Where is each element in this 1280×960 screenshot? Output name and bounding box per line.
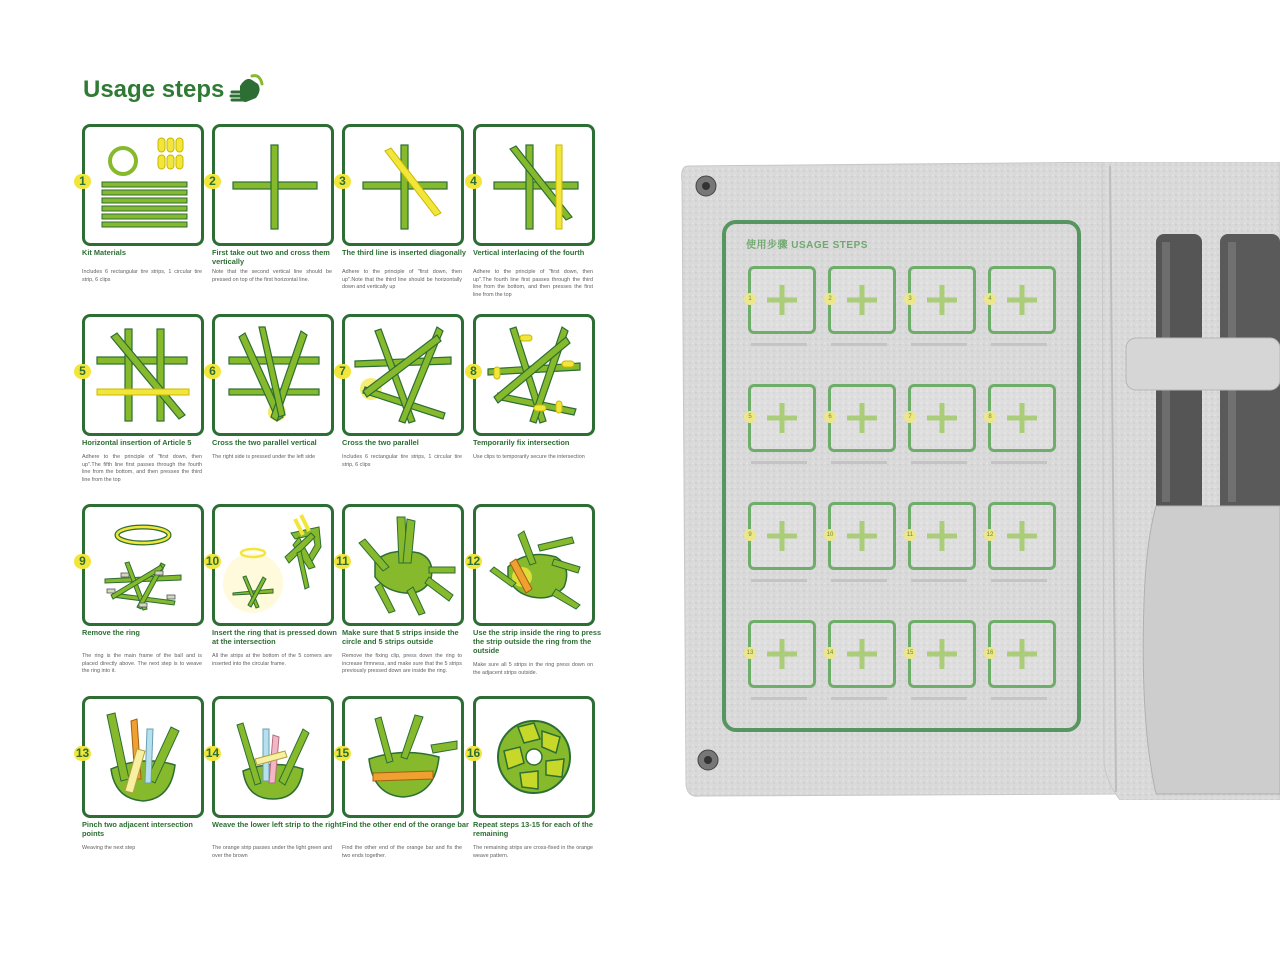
panel-step-number: 15 bbox=[904, 647, 916, 659]
panel-caption-line bbox=[991, 343, 1047, 346]
panel-caption-line bbox=[911, 461, 967, 464]
panel-step-number: 14 bbox=[824, 647, 836, 659]
step-number: 7 bbox=[334, 364, 351, 379]
panel-step-cell bbox=[908, 502, 976, 570]
panel-step-illustration bbox=[927, 403, 957, 433]
panel-step-illustration bbox=[927, 285, 957, 315]
panel-step-number: 7 bbox=[904, 411, 916, 423]
panel-step-cell bbox=[748, 266, 816, 334]
step-number: 2 bbox=[204, 174, 221, 189]
step-number: 6 bbox=[204, 364, 221, 379]
panel-step-cell bbox=[748, 502, 816, 570]
step-description: Adhere to the principle of "first down, then up".The fourth line first passes through the third line from the bottom, and then presses the first line from the top bbox=[473, 269, 593, 298]
step-title: Remove the ring bbox=[82, 628, 140, 637]
panel-step-cell bbox=[988, 266, 1056, 334]
panel-step-illustration bbox=[767, 285, 797, 315]
page-title: Usage steps bbox=[83, 76, 225, 103]
step-title: Kit Materials bbox=[82, 248, 126, 257]
panel-step-number: 3 bbox=[904, 293, 916, 305]
panel-step-cell bbox=[908, 266, 976, 334]
step-illustration bbox=[473, 696, 595, 818]
step-illustration bbox=[342, 504, 464, 626]
panel-step-cell bbox=[828, 620, 896, 688]
panel-caption-line bbox=[991, 579, 1047, 582]
panel-caption-line bbox=[991, 461, 1047, 464]
step-number: 5 bbox=[74, 364, 91, 379]
step-illustration bbox=[342, 696, 464, 818]
panel-step-number: 13 bbox=[744, 647, 756, 659]
step-description: Use clips to temporarily secure the intersection bbox=[473, 454, 585, 460]
panel-caption-line bbox=[751, 343, 807, 346]
step-illustration bbox=[82, 696, 204, 818]
panel-step-illustration bbox=[1007, 285, 1037, 315]
panel-caption-line bbox=[991, 697, 1047, 700]
step-number: 3 bbox=[334, 174, 351, 189]
step-number: 12 bbox=[466, 554, 481, 568]
step-description: Adhere to the principle of "first down, then up".Note that the third line should be horizontally down and vertically up bbox=[342, 269, 462, 290]
step-number: 15 bbox=[335, 746, 350, 760]
step-number: 8 bbox=[465, 364, 482, 379]
hands-icon bbox=[228, 72, 264, 106]
step-illustration bbox=[82, 314, 204, 436]
step-description: The orange strip passes under the light green and over the brown bbox=[212, 845, 332, 859]
step-illustration bbox=[212, 696, 334, 818]
panel-step-illustration bbox=[1007, 403, 1037, 433]
step-description: Adhere to the principle of "first down, then up".The fifth line first passes through the fourth line from the bottom, and then presses the third line from the top bbox=[82, 454, 202, 483]
step-title: Insert the ring that is pressed down at the intersection bbox=[212, 628, 337, 646]
panel-step-illustration bbox=[847, 403, 877, 433]
panel-step-cell bbox=[748, 620, 816, 688]
step-illustration bbox=[82, 504, 204, 626]
step-illustration bbox=[212, 504, 334, 626]
panel-caption-line bbox=[911, 579, 967, 582]
panel-steps-grid bbox=[744, 266, 1064, 726]
panel-step-number: 1 bbox=[744, 293, 756, 305]
step-illustration bbox=[212, 314, 334, 436]
panel-step-number: 16 bbox=[984, 647, 996, 659]
panel-step-illustration bbox=[1007, 639, 1037, 669]
product-felt-case bbox=[680, 162, 1280, 800]
step-description: Find the other end of the orange bar and fix the two ends together. bbox=[342, 845, 462, 859]
step-title: Vertical interlacing of the fourth bbox=[473, 248, 585, 257]
step-number: 1 bbox=[74, 174, 91, 189]
step-number: 9 bbox=[74, 554, 91, 569]
panel-caption-line bbox=[751, 697, 807, 700]
step-description: Make sure all 5 strips in the ring press down on the adjacent strips outside. bbox=[473, 662, 593, 676]
panel-step-illustration bbox=[847, 521, 877, 551]
panel-step-illustration bbox=[847, 285, 877, 315]
panel-step-number: 10 bbox=[824, 529, 836, 541]
step-title: Horizontal insertion of Article 5 bbox=[82, 438, 192, 447]
panel-caption-line bbox=[831, 579, 887, 582]
panel-step-cell bbox=[908, 620, 976, 688]
panel-caption-line bbox=[911, 697, 967, 700]
step-description: Note that the second vertical line should be pressed on top of the first horizontal line. bbox=[212, 269, 332, 283]
panel-step-illustration bbox=[1007, 521, 1037, 551]
step-illustration bbox=[473, 314, 595, 436]
panel-step-number: 11 bbox=[904, 529, 916, 541]
panel-step-number: 8 bbox=[984, 411, 996, 423]
step-number: 14 bbox=[205, 746, 220, 760]
panel-step-number: 6 bbox=[824, 411, 836, 423]
panel-step-cell bbox=[988, 502, 1056, 570]
panel-title: 使用步骤 USAGE STEPS bbox=[746, 240, 868, 251]
panel-step-cell bbox=[748, 384, 816, 452]
panel-step-number: 9 bbox=[744, 529, 756, 541]
panel-step-illustration bbox=[927, 521, 957, 551]
panel-step-cell bbox=[828, 384, 896, 452]
step-description: Weaving the next step bbox=[82, 845, 136, 851]
step-number: 11 bbox=[334, 554, 351, 569]
step-title: Make sure that 5 strips inside the circle and 5 strips outside bbox=[342, 628, 459, 646]
panel-step-cell bbox=[988, 384, 1056, 452]
step-description: All the strips at the bottom of the 5 corners are inserted into the circular frame. bbox=[212, 653, 332, 667]
step-description: The right side is pressed under the left side bbox=[212, 454, 316, 460]
step-title: Cross the two parallel vertical bbox=[212, 438, 317, 447]
step-description: Remove the fixing clip, press down the ring to increase firmness, and make sure that the 5 strips previously pressed down are inside the ring. bbox=[342, 653, 462, 674]
step-title: Cross the two parallel bbox=[342, 438, 419, 447]
step-number: 13 bbox=[75, 746, 90, 760]
step-title: Use the strip inside the ring to press the strip outside the ring from the outside bbox=[473, 628, 602, 655]
step-title: Weave the lower left strip to the right bbox=[212, 820, 342, 829]
step-description: Includes 6 rectangular tire strips, 1 circular tire strip, 6 clips bbox=[82, 269, 202, 283]
panel-step-number: 12 bbox=[984, 529, 996, 541]
step-title: The third line is inserted diagonally bbox=[342, 248, 467, 257]
step-illustration bbox=[342, 314, 464, 436]
step-illustration bbox=[473, 124, 595, 246]
step-illustration bbox=[212, 124, 334, 246]
panel-step-cell bbox=[828, 266, 896, 334]
step-description: Includes 6 rectangular tire strips, 1 circular tire strip, 6 clips bbox=[342, 454, 462, 468]
panel-caption-line bbox=[751, 579, 807, 582]
panel-step-cell bbox=[908, 384, 976, 452]
step-title: Temporarily fix intersection bbox=[473, 438, 570, 447]
panel-step-cell bbox=[988, 620, 1056, 688]
panel-caption-line bbox=[831, 697, 887, 700]
step-description: The remaining strips are cross-fixed in the orange weave pattern. bbox=[473, 845, 593, 859]
panel-step-illustration bbox=[767, 403, 797, 433]
step-number: 10 bbox=[205, 554, 220, 568]
panel-caption-line bbox=[751, 461, 807, 464]
step-illustration bbox=[82, 124, 204, 246]
step-description: The ring is the main frame of the ball and is placed directly above. The next step is to weave the ring into it. bbox=[82, 653, 202, 674]
panel-step-cell bbox=[828, 502, 896, 570]
step-title: Find the other end of the orange bar bbox=[342, 820, 469, 829]
panel-caption-line bbox=[831, 461, 887, 464]
step-title: Pinch two adjacent intersection points bbox=[82, 820, 193, 838]
panel-step-illustration bbox=[767, 639, 797, 669]
step-title: First take out two and cross them vertically bbox=[212, 248, 330, 266]
step-number: 16 bbox=[466, 746, 481, 760]
panel-step-number: 5 bbox=[744, 411, 756, 423]
panel-caption-line bbox=[831, 343, 887, 346]
panel-step-illustration bbox=[767, 521, 797, 551]
panel-step-number: 4 bbox=[984, 293, 996, 305]
panel-step-number: 2 bbox=[824, 293, 836, 305]
step-title: Repeat steps 13-15 for each of the remaining bbox=[473, 820, 593, 838]
panel-step-illustration bbox=[847, 639, 877, 669]
step-illustration bbox=[473, 504, 595, 626]
step-number: 4 bbox=[465, 174, 482, 189]
panel-caption-line bbox=[911, 343, 967, 346]
panel-step-illustration bbox=[927, 639, 957, 669]
step-illustration bbox=[342, 124, 464, 246]
